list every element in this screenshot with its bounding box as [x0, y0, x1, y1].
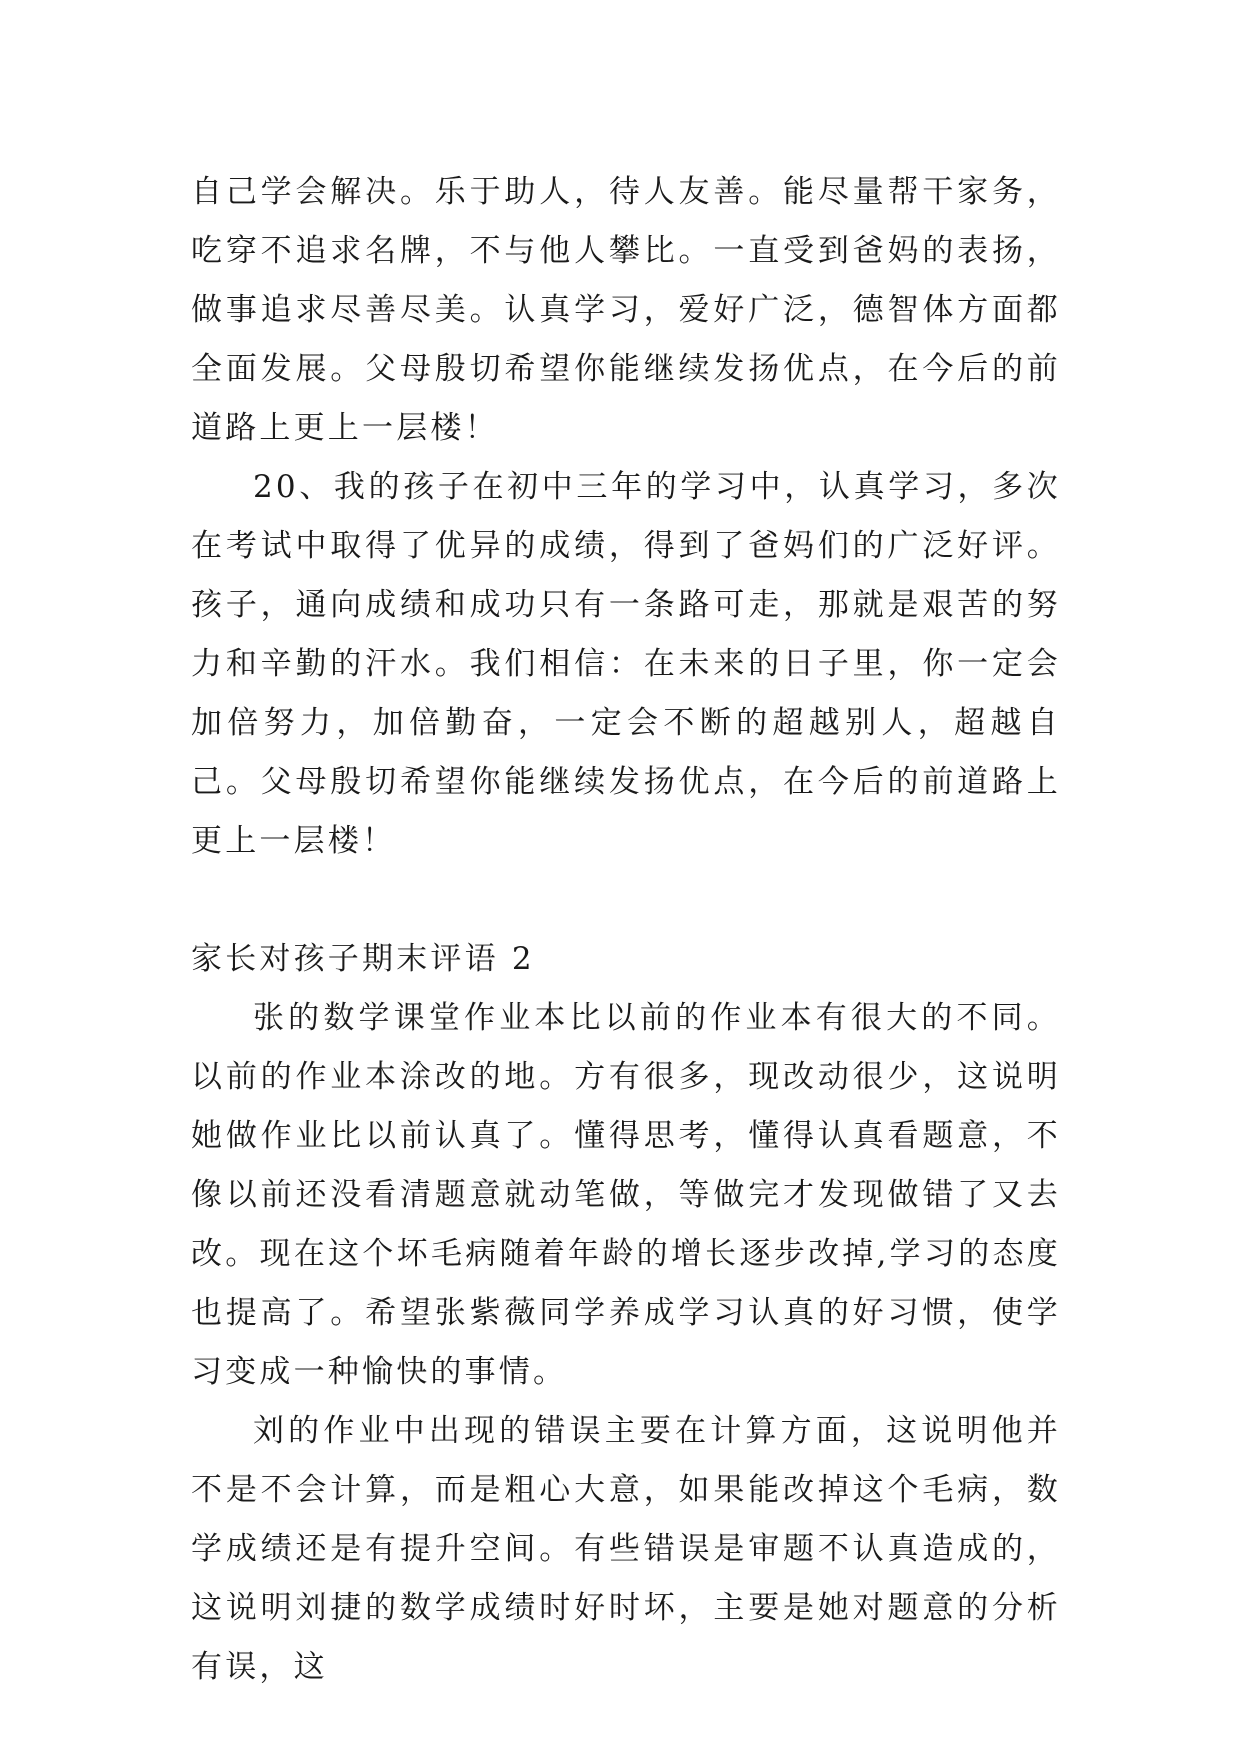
- section-title: 家长对孩子期末评语 2: [191, 941, 535, 977]
- section-spacer: [191, 871, 1061, 930]
- document-body: [191, 163, 1061, 1697]
- paragraph-zhang: 张的数学课堂作业本比以前的作业本有很大的不同。以前的作业本涂改的地。方有很多，现改动很少，这说明她做作业比以前认真了。懂得思考，懂得认真看题意，不像以前还没看清题意就动笔做，等做完才发现做错了又去改。现在这个坏毛病随着年龄的增长逐步改掉,学习的态度也提高了。希望张紫薇同学养成学习认真的好习惯，使学习变成一种愉快的事情。: [191, 1000, 1061, 1390]
- paragraph-item-20: 20、我的孩子在初中三年的学习中，认真学习，多次在考试中取得了优异的成绩，得到了爸妈们的广泛好评。孩子，通向成绩和成功只有一条路可走，那就是艰苦的努力和辛勤的汗水。我们相信：在未来的日子里，你一定会加倍努力，加倍勤奋，一定会不断的超越别人，超越自己。父母殷切希望你能继续发扬优点，在今后的前道路上更上一层楼！: [191, 469, 1061, 859]
- paragraph-continued: 自己学会解决。乐于助人，待人友善。能尽量帮干家务，吃穿不追求名牌，不与他人攀比。一直受到爸妈的表扬，做事追求尽善尽美。认真学习，爱好广泛，德智体方面都全面发展。父母殷切希望你能继续发扬优点，在今后的前道路上更上一层楼！: [191, 174, 1061, 446]
- paragraph-liu: 刘的作业中出现的错误主要在计算方面，这说明他并不是不会计算，而是粗心大意，如果能改掉这个毛病，数学成绩还是有提升空间。有些错误是审题不认真造成的，这说明刘捷的数学成绩时好时坏，主要是她对题意的分析有误，这: [191, 1413, 1061, 1685]
